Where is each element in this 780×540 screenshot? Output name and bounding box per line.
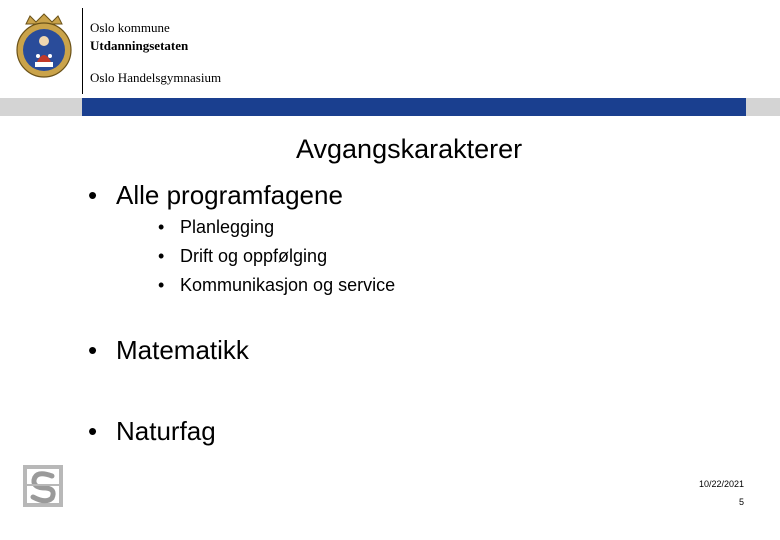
- bullet-marker: •: [88, 180, 98, 210]
- department-name: Utdanningsetaten: [90, 38, 189, 53]
- bullet-marker: •: [158, 217, 165, 237]
- bullet-text: Naturfag: [116, 416, 216, 446]
- sub-bullet-text: Kommunikasjon og service: [180, 275, 396, 295]
- sub-bullet-text: Drift og oppfølging: [180, 246, 328, 266]
- sub-bullet-item: [158, 217, 274, 238]
- bullet-text: Matematikk: [116, 335, 249, 365]
- header-divider: [82, 8, 83, 94]
- slide-title: Avgangskarakterer: [296, 134, 523, 164]
- header-bar-right: [746, 98, 780, 116]
- page-number: 5: [738, 497, 744, 507]
- bullet-marker: •: [158, 246, 165, 266]
- bullet-item: [88, 180, 343, 211]
- bullet-marker: •: [158, 275, 165, 295]
- header-accent-bar: [82, 98, 746, 116]
- org-name: Oslo kommune: [90, 20, 170, 35]
- bullet-text: Alle programfagene: [116, 180, 343, 210]
- bullet-item: [88, 416, 216, 447]
- slide-date: 10/22/2021: [698, 479, 744, 489]
- sub-bullet-text: Planlegging: [180, 217, 275, 237]
- header-bar-left: [0, 98, 82, 116]
- bullet-marker: •: [88, 335, 98, 365]
- bullet-item: [88, 335, 249, 366]
- bullet-marker: •: [88, 416, 98, 446]
- oslo-kommune-emblem-icon: [22, 464, 64, 508]
- sub-bullet-item: [158, 246, 327, 267]
- sub-bullet-item: [158, 275, 395, 296]
- oslo-coat-of-arms-icon: [12, 10, 76, 80]
- school-name: Oslo Handelsgymnasium: [90, 70, 222, 85]
